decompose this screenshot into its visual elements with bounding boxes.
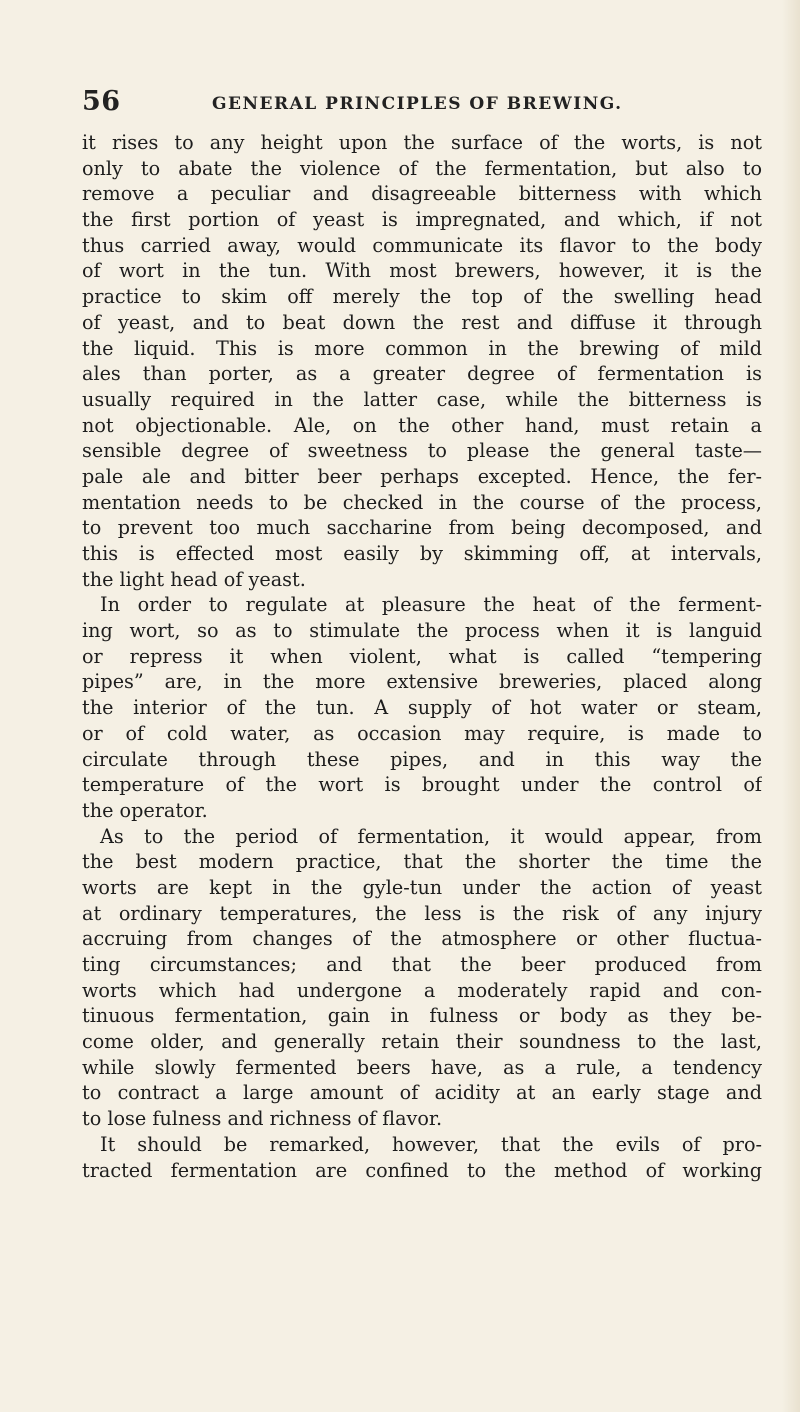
text-line: it rises to any height upon the surface of the worts, is not [82,131,762,154]
text-line: the interior of the tun. A supply of hot water or steam, [82,696,762,720]
text-line: the light head of yeast. [82,567,306,591]
text-line: In order to regulate at pleasure the heat of the ferment- [100,593,762,617]
text-line: come older, and generally retain their soundness to the last, [82,1030,762,1054]
running-head: GENERAL PRINCIPLES OF BREWING. [212,94,623,114]
text-line: pipes” are, in the more extensive breweries, placed along [82,670,762,694]
text-line: the operator. [82,798,208,822]
text-line: sensible degree of sweetness to please the general taste— [82,439,762,463]
text-line: remove a peculiar and disagreeable bitterness with which [82,182,762,206]
text-line: ting circumstances; and that the beer produced from [82,953,762,976]
text-line: the first portion of yeast is impregnated, and which, if not [82,208,762,232]
text-line: tinuous fermentation, gain in fulness or body as they be- [82,1004,762,1028]
text-line: tracted fermentation are confined to the method of working [82,1158,762,1182]
page-header [82,86,762,116]
text-line: ing wort, so as to stimulate the process when it is languid [82,619,762,643]
text-line: while slowly fermented beers have, as a rule, a tendency [82,1055,762,1079]
text-line: practice to skim off merely the top of the swelling head [82,285,762,309]
text-line: It should be remarked, however, that the evils of pro- [100,1132,762,1156]
text-line: of yeast, and to beat down the rest and diffuse it through [82,310,762,334]
page-edge-shadow [782,0,800,1412]
text-line: thus carried away, would communicate its flavor to the body [82,233,762,257]
text-line: usually required in the latter case, while the bitterness is [82,387,762,411]
text-line: the liquid. This is more common in the brewing of mild [82,336,762,360]
text-line: As to the period of fermentation, it would appear, from [100,824,762,848]
text-line: worts are kept in the gyle-tun under the action of yeast [82,875,762,899]
text-line: pale ale and bitter beer perhaps excepted. Hence, the fer- [82,464,762,488]
text-line: to lose fulness and richness of flavor. [82,1107,443,1131]
text-line: of wort in the tun. With most brewers, however, it is the [82,259,762,283]
text-line: worts which had undergone a moderately rapid and con- [82,978,762,1002]
text-line: ales than porter, as a greater degree of fermentation is [82,362,762,386]
text-line: or of cold water, as occasion may require, is made to [82,721,762,745]
text-line: mentation needs to be checked in the course of the process, [82,490,762,514]
text-line: temperature of the wort is brought under the control of [82,773,762,797]
text-line: circulate through these pipes, and in this way the [82,747,762,771]
text-line: at ordinary temperatures, the less is the risk of any injury [82,901,762,925]
text-line: to prevent too much saccharine from being decomposed, and [82,516,762,540]
text-line: this is effected most easily by skimming off, at intervals, [82,542,762,565]
page-number: 56 [82,86,121,117]
text-line: not objectionable. Ale, on the other hand, must retain a [82,413,762,437]
text-line: accruing from changes of the atmosphere or other fluctua- [82,927,762,951]
text-line: the best modern practice, that the shorter the time the [82,850,762,874]
text-line: only to abate the violence of the fermentation, but also to [82,156,762,180]
text-line: or repress it when violent, what is called “tempering [82,644,762,668]
body-text [82,130,762,1183]
text-line: to contract a large amount of acidity at an early stage and [82,1081,762,1105]
